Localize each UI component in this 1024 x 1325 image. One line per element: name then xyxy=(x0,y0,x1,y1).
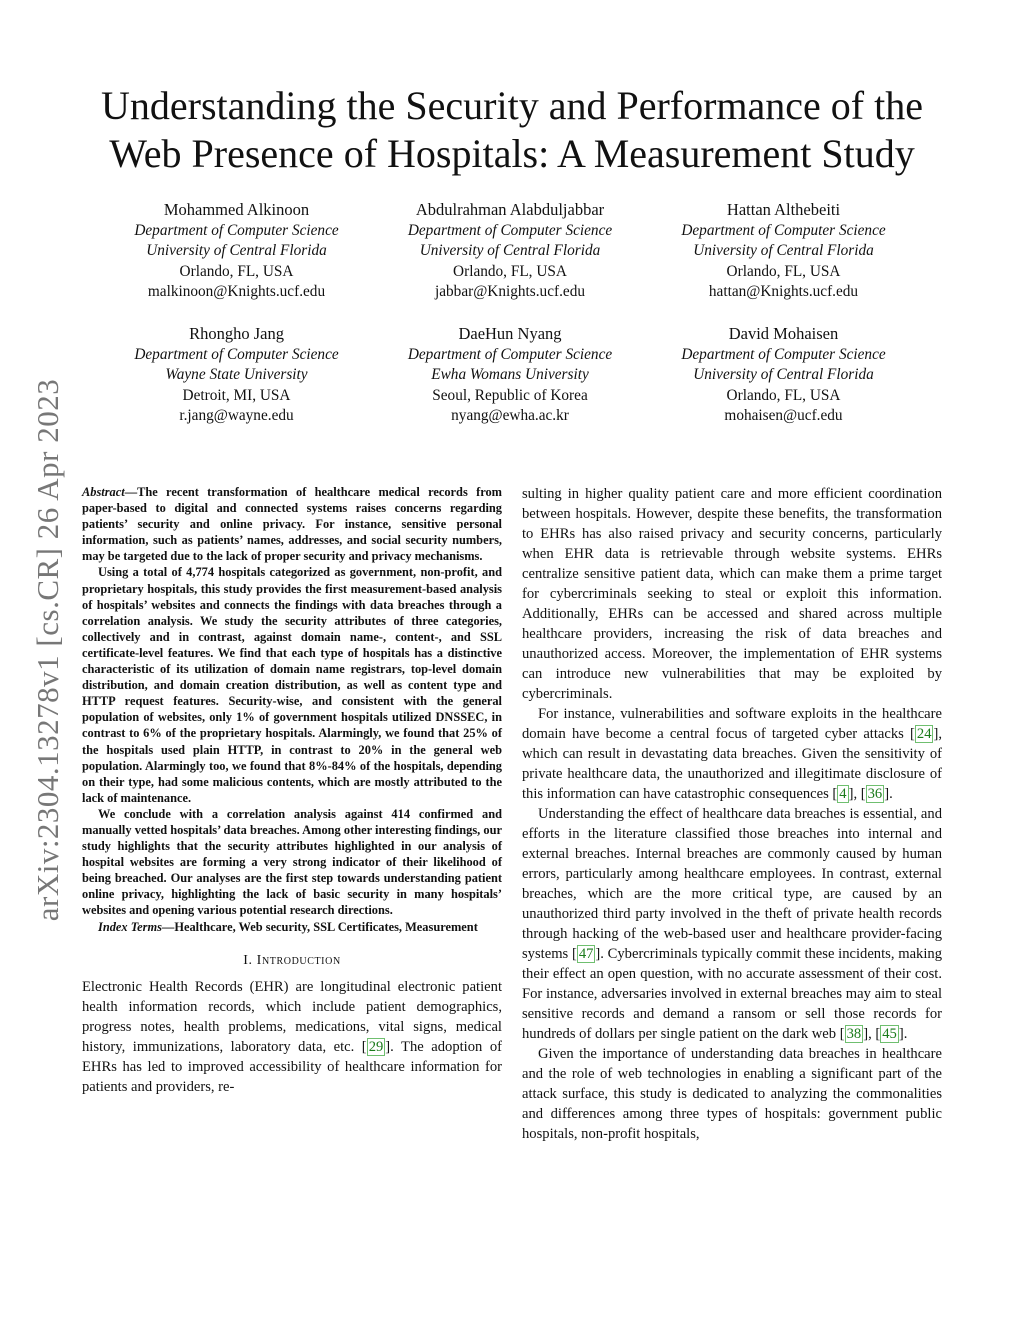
author-name: DaeHun Nyang xyxy=(458,323,562,343)
author-university: University of Central Florida xyxy=(693,366,874,384)
author-name: Abdulrahman Alabduljabbar xyxy=(415,200,605,219)
section-heading: I. Introduction xyxy=(243,952,341,968)
author-university: University of Central Florida xyxy=(693,242,874,260)
author-university: Wayne State University xyxy=(165,366,308,384)
author-name: Mohammed Alkinoon xyxy=(163,200,310,219)
author-department: Department of Computer Science xyxy=(681,221,886,239)
author-card xyxy=(100,324,373,427)
author-department: Department of Computer Science xyxy=(134,345,339,363)
abstract xyxy=(82,484,502,935)
index-terms-text: —Healthcare, Web security, SSL Certificates, Measurement xyxy=(161,919,478,934)
left-column xyxy=(82,484,502,1097)
author-location: Detroit, MI, USA xyxy=(182,386,291,404)
author-location: Orlando, FL, USA xyxy=(179,262,294,280)
author-email: hattan@Knights.ucf.edu xyxy=(708,283,859,301)
citation-link[interactable]: 47 xyxy=(578,946,594,962)
abstract-paragraph: Using a total of 4,774 hospitals categorized as government, non-profit, and proprietary hospitals, this study provides the first measurement-based analysis of hospitals’ websites and connects the findings with data breaches through a correlation analysis. We study the security attributes of three categories, collectively and in contrast, against domain name-, content-, and SSL certificate-level features. We find that each type of hospitals has a distinctive characteristic of its utilization of domain name registrars, top-level domain distribution, and domain creation distribution, as well as content type and HTTP request features. Security-wise, and consistent with the general population of websites, only 1% of government hospitals utilized DNSSEC, in contrast to 6% of the proprietary hospitals. Alarmingly, we found that 25% of the hospitals used plain HTTP, in contrast to 20% in the general web population. Alarmingly too, we found that 8%-84% of the hospitals, depending on their type, had some malicious contents, which are mostly attributed to the lack of maintenance. xyxy=(82,565,502,805)
author-email: jabbar@Knights.ucf.edu xyxy=(434,283,586,301)
author-card xyxy=(100,200,373,303)
author-card xyxy=(374,200,647,303)
index-terms-label: Index Terms xyxy=(98,919,162,934)
author-card xyxy=(374,324,647,427)
author-location: Seoul, Republic of Korea xyxy=(432,386,588,404)
title-line-2: Web Presence of Hospitals: A Measurement Study xyxy=(109,131,915,176)
citation-link[interactable]: 29 xyxy=(368,1038,384,1055)
author-university: University of Central Florida xyxy=(146,242,327,260)
author-card xyxy=(647,200,920,303)
author-name: Rhongho Jang xyxy=(189,323,284,343)
index-terms xyxy=(82,919,502,935)
author-department: Department of Computer Science xyxy=(681,345,886,363)
author-location: Orlando, FL, USA xyxy=(453,262,567,280)
citation-link[interactable]: 24 xyxy=(916,726,932,742)
arxiv-identifier: arXiv:2304.13278v1 [cs.CR] 26 Apr 2023 xyxy=(30,378,65,922)
body-paragraph: Understanding the effect of healthcare data breaches is essential, and efforts in the literature classified those breaches into internal and external breaches. Internal breaches are commonly caused by human errors, particularly among healthcare employees. In contrast, external breaches, which are the more critical type, are caused by an unauthorized third party involved in the theft of private health records through hacking of the web-based user and healthcare provider-facing systems [ 47 ]. Cybercriminals typically commit these incidents, making their effect an open question, with no accurate assessment of their cost. For instance, adversaries involved in external breaches may aim to steal sensitive records and demand a ransom or sell those records for hundreds of dollars per single patient on the dark web [ 38 ], [ 45 ]. xyxy=(522,806,942,1042)
citation-link[interactable]: 45 xyxy=(882,1026,897,1042)
citation-link[interactable]: 36 xyxy=(867,786,883,802)
right-column xyxy=(522,484,942,1144)
author-department: Department of Computer Science xyxy=(134,221,339,239)
abstract-label: Abstract xyxy=(82,485,125,499)
author-email: malkinoon@Knights.ucf.edu xyxy=(147,283,326,301)
citation-link[interactable]: 38 xyxy=(846,1026,862,1042)
author-row-2 xyxy=(100,324,920,427)
arxiv-sidebar xyxy=(28,350,68,950)
abstract-text: —The recent transformation of healthcare medical records from paper-based to digital and connected systems raises concerns regarding patients’ security and online privacy. For instance, sensitive personal information, such as patients’ names, addresses, and social security numbers, may be targeted due to the lack of proper security and privacy mechanisms. xyxy=(82,485,502,564)
body-paragraph: For instance, vulnerabilities and software exploits in the healthcare domain have become a central focus of targeted cyber attacks [ 24 ], which can result in devastating data breaches. Given the sensitivity of private healthcare data, the unauthorized and illegitimate disclosure of this information can have catastrophic consequences [ 4 ], [ 36 ]. xyxy=(522,706,942,802)
title-line-1: Understanding the Security and Performance of the xyxy=(101,83,923,128)
author-email: r.jang@wayne.edu xyxy=(179,407,294,425)
author-block xyxy=(100,200,920,448)
author-department: Department of Computer Science xyxy=(407,345,613,363)
author-university: University of Central Florida xyxy=(419,242,601,260)
body-paragraph: Given the importance of understanding data breaches in healthcare and the role of web technologies in enabling a significant part of the attack surface, this study is dedicated to analyzing the commonalities and differences among three types of hospitals: government public hospitals, non-profit hospitals, xyxy=(522,1046,942,1142)
author-row-1 xyxy=(100,200,920,303)
author-card xyxy=(647,324,920,427)
intro-left-text xyxy=(82,977,502,1097)
author-name: Hattan Althebeiti xyxy=(726,200,841,219)
paper-title xyxy=(70,82,954,178)
author-email: nyang@ewha.ac.kr xyxy=(451,407,569,425)
author-email: mohaisen@ucf.edu xyxy=(724,407,843,425)
abstract-paragraph: We conclude with a correlation analysis against 414 confirmed and manually vetted hospitals’ data breaches. Among other interesting findings, our study highlights that the security attributes highlighted in our analysis of hospital websites are forming a very strong indicator of their likelihood of being breached. Our analyses are the first step towards understanding patient online privacy, highlighting the lack of basic security in many hospitals’ websites and opening various potential research directions. xyxy=(82,806,502,918)
author-department: Department of Computer Science xyxy=(407,221,613,239)
citation-link[interactable]: 4 xyxy=(839,786,847,802)
author-location: Orlando, FL, USA xyxy=(726,386,841,404)
body-paragraph: Electronic Health Records (EHR) are longitudinal electronic patient health information records, which include patient demographics, progress notes, health problems, medications, vital signs, medical history, immunizations, laboratory data, etc. [ 29 ]. The adoption of EHRs has led to improved accessibility of healthcare information for patients and providers, re- xyxy=(82,978,503,1095)
body-paragraph: sulting in higher quality patient care and more efficient coordination between hospitals. However, despite these benefits, the transformation to EHRs has also raised privacy and security concerns, particularly when EHR data is retrievable through website systems. EHRs centralize sensitive patient data, which can make them a prime target for cybercriminals seeking to steal or exploit this information. Additionally, EHRs can be accessed and shared across multiple healthcare providers, increasing the risk of data breaches and unauthorized access. Moreover, the implementation of EHR systems can introduce new vulnerabilities that may be exploited by cybercriminals. xyxy=(522,486,942,702)
author-name: David Mohaisen xyxy=(728,323,839,343)
author-location: Orlando, FL, USA xyxy=(726,262,841,280)
abstract-paragraph xyxy=(82,484,502,564)
author-university: Ewha Womans University xyxy=(431,366,589,384)
